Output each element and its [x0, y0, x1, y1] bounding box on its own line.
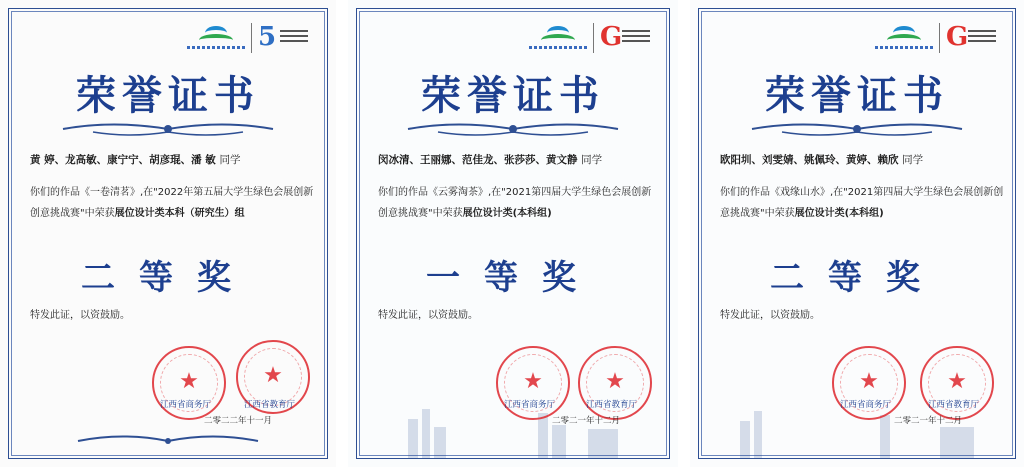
closing-statement: 特发此证，以资鼓励。 [720, 310, 820, 321]
bottom-ornament-icon [0, 432, 336, 454]
seal-stamp-2: ★ [578, 346, 652, 420]
issuer-name: 江西省教育厅 [586, 400, 638, 410]
certificate-1 [0, 0, 336, 467]
issue-date: 二零二一年十二月 [552, 416, 621, 426]
award-description: 你们的作品《戏缘山水》,在"2021第四届大学生绿色会展创新创意挑战赛"中荣获展位设计类(本科组) [720, 187, 1004, 219]
certificate-title: 荣誉证书 [76, 72, 260, 119]
organizer-logos [875, 20, 996, 56]
issuer-name: 江西省商务厅 [840, 400, 892, 410]
certificate-3 [690, 0, 1024, 467]
recipient-names: 闵冰清、王丽娜、范佳龙、张莎莎、黄文静 同学 [378, 154, 603, 166]
ornament-divider-icon [348, 118, 678, 140]
certificate-title: 荣誉证书 [765, 72, 949, 119]
issuer-name: 江西省教育厅 [928, 400, 980, 410]
closing-statement: 特发此证，以资鼓励。 [30, 310, 130, 321]
edition-logo-icon: G [600, 20, 650, 56]
seal-stamp-2: ★ [920, 346, 994, 420]
seal-stamp-1: ★ [832, 346, 906, 420]
seal-stamp-2: ★ [236, 340, 310, 414]
closing-statement: 特发此证，以资鼓励。 [378, 310, 478, 321]
issue-date: 二零二二年十一月 [204, 416, 273, 426]
event-logo-icon [875, 20, 933, 56]
ornament-divider-icon [690, 118, 1024, 140]
award-description: 你们的作品《一卷清茗》,在"2022年第五届大学生绿色会展创新创意挑战赛"中荣获展位设计类本科（研究生）组 [30, 187, 314, 219]
award-level: 二等奖 [770, 258, 944, 298]
issuer-name: 江西省商务厅 [160, 400, 212, 410]
certificate-2 [348, 0, 678, 467]
event-logo-icon [529, 20, 587, 56]
issue-date: 二零二一年十二月 [894, 416, 963, 426]
edition-logo-icon: G [946, 20, 996, 56]
recipient-names: 黄 婷、龙高敏、康宁宁、胡彦琨、潘 敏 同学 [30, 154, 241, 166]
issuer-name: 江西省教育厅 [244, 400, 296, 410]
recipient-names: 欧阳圳、刘雯婧、姚佩玲、黄婷、赖欣 同学 [720, 154, 924, 166]
award-description: 你们的作品《云雾淘茶》,在"2021第四届大学生绿色会展创新创意挑战赛"中荣获展位设计类(本科组) [378, 187, 652, 219]
seal-stamp-1: ★ [496, 346, 570, 420]
award-level: 二等奖 [81, 258, 255, 298]
edition-logo-icon: 5 [258, 20, 308, 56]
event-logo-icon [187, 20, 245, 56]
award-level: 一等奖 [426, 258, 600, 298]
organizer-logos [187, 20, 308, 56]
ornament-divider-icon [0, 118, 336, 140]
organizer-logos [529, 20, 650, 56]
certificate-title: 荣誉证书 [421, 72, 605, 119]
issuer-name: 江西省商务厅 [504, 400, 556, 410]
seal-stamp-1: ★ [152, 346, 226, 420]
